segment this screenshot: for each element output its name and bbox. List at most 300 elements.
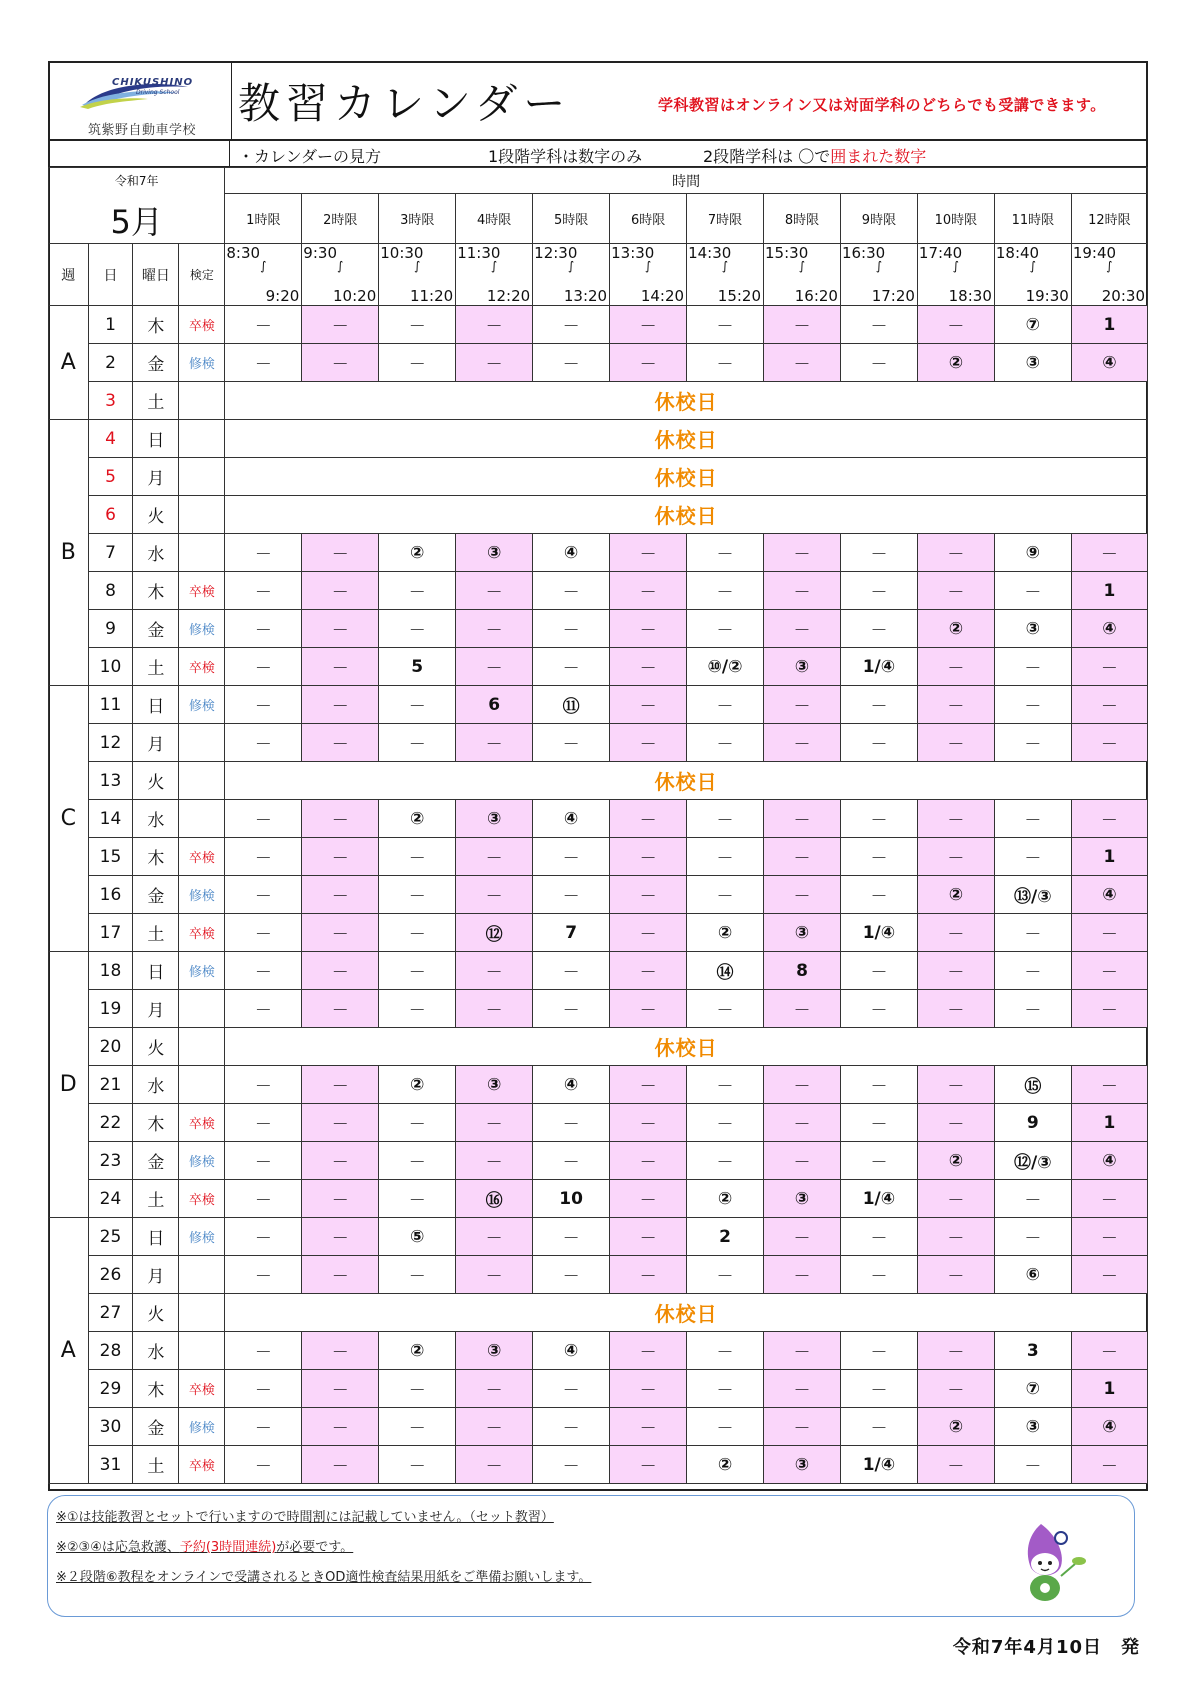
lesson-cell: 1/④ [840,648,917,686]
lesson-cell: － [225,1408,302,1446]
lesson-cell: － [1071,990,1147,1028]
day-number: 22 [88,1104,133,1142]
note-1: ※①は技能教習とセットで行いますので時間割には記載していません。（セット教習） [56,1510,554,1525]
lesson-cell: － [994,952,1071,990]
exam-badge: 修検 [179,876,225,914]
time-start: 11:30 [457,244,501,262]
lesson-cell: － [917,1066,994,1104]
lesson-cell: － [610,952,687,990]
lesson-cell: － [687,1142,764,1180]
lesson-cell: － [764,1256,841,1294]
weekday: 水 [133,1066,179,1104]
time-sep: ∫ [644,259,652,273]
lesson-cell: － [225,952,302,990]
weekday: 土 [133,648,179,686]
day-number: 11 [88,686,133,724]
week-label: D [49,952,89,1218]
lesson-cell: ② [687,1446,764,1484]
lesson-cell: － [533,306,610,344]
lesson-cell: － [302,534,379,572]
day-row [49,838,1148,876]
week-label: A [49,306,89,420]
time-sep: ∫ [875,259,883,273]
exam-badge: 修検 [179,610,225,648]
time-end: 19:30 [1025,287,1069,305]
calendar-table [48,167,1148,1484]
lesson-cell: － [533,1370,610,1408]
time-sep: ∫ [260,259,267,273]
lesson-cell: － [917,1370,994,1408]
day-number: 9 [88,610,133,648]
lesson-cell: － [917,990,994,1028]
lesson-cell: ③ [764,1180,841,1218]
time-sep: ∫ [952,259,960,273]
lesson-cell: ② [917,344,994,382]
period-time [533,244,610,306]
time-sep: ∫ [337,259,344,273]
time-start: 15:30 [765,244,809,262]
lesson-cell: － [610,1332,687,1370]
issue-date: 令和7年4月10日 発 [952,1637,1140,1658]
lesson-cell: － [456,876,533,914]
period-time [917,244,994,306]
lesson-cell: － [379,952,456,990]
lesson-cell: － [610,876,687,914]
day-number: 6 [88,496,133,534]
note-2-highlight: 予約(3時間連続) [179,1540,277,1555]
lesson-cell: － [302,1180,379,1218]
lesson-cell: － [610,572,687,610]
day-row [49,1066,1148,1104]
period-label: 1時限 [225,194,302,244]
lesson-cell: － [225,306,302,344]
lesson-cell: － [533,1142,610,1180]
school-logo [50,63,232,139]
day-row [49,306,1148,344]
lesson-cell: － [610,610,687,648]
lesson-cell: － [533,990,610,1028]
lesson-cell: － [225,610,302,648]
lesson-cell: － [1071,724,1147,762]
closed-day: 休校日 [225,382,1148,420]
lesson-cell: － [456,838,533,876]
week-label: A [49,1218,89,1484]
lesson-cell: － [764,610,841,648]
day-row [49,534,1148,572]
header-row-era [49,168,1148,194]
exam-badge: 卒検 [179,1446,225,1484]
lesson-cell: － [302,838,379,876]
lesson-cell: ③ [764,914,841,952]
lesson-cell: 7 [533,914,610,952]
lesson-cell: 1 [1071,572,1147,610]
lesson-cell: ⑨ [994,534,1071,572]
lesson-cell: － [225,724,302,762]
lesson-cell: － [225,876,302,914]
day-number: 2 [88,344,133,382]
lesson-cell: － [994,686,1071,724]
lesson-cell: － [764,838,841,876]
col-day-header: 日 [88,244,133,306]
lesson-cell: － [302,1066,379,1104]
day-row [49,1180,1148,1218]
weekday: 金 [133,1408,179,1446]
lesson-cell: － [764,306,841,344]
lesson-cell: ④ [533,1332,610,1370]
period-label: 12時限 [1071,194,1147,244]
day-row [49,724,1148,762]
legend-stage2 [703,144,926,167]
day-number: 17 [88,914,133,952]
lesson-cell: － [994,800,1071,838]
day-number: 30 [88,1408,133,1446]
day-row [49,1256,1148,1294]
time-end: 18:30 [948,287,992,305]
time-start: 12:30 [534,244,578,262]
lesson-cell: － [610,686,687,724]
time-row [49,244,1148,306]
time-start: 18:40 [995,244,1040,262]
day-row [49,876,1148,914]
lesson-cell: － [687,344,764,382]
time-end: 9:20 [265,287,300,305]
lesson-cell: － [302,610,379,648]
week-label: C [49,686,89,952]
lesson-cell: 10 [533,1180,610,1218]
lesson-cell: － [764,1408,841,1446]
lesson-cell: ⑭ [687,952,764,990]
lesson-cell: ③ [456,1066,533,1104]
closed-day: 休校日 [225,458,1148,496]
lesson-cell: － [533,952,610,990]
lesson-cell: 2 [687,1218,764,1256]
lesson-cell: － [225,914,302,952]
time-start: 17:40 [918,244,963,262]
lesson-cell: ④ [1071,876,1147,914]
time-sep: ∫ [1106,259,1113,273]
lesson-cell: － [302,914,379,952]
time-end: 11:20 [409,287,454,305]
weekday: 月 [133,724,179,762]
lesson-cell: － [917,1180,994,1218]
day-row [49,648,1148,686]
exam-badge: 修検 [179,952,225,990]
lesson-cell: － [917,1104,994,1142]
note-2-prefix: ※②③④は応急救護、 [56,1540,180,1555]
lesson-cell: － [687,876,764,914]
weekday: 火 [133,496,179,534]
lesson-cell: － [225,838,302,876]
day-number: 19 [88,990,133,1028]
lesson-cell: － [610,306,687,344]
lesson-cell: － [456,306,533,344]
lesson-cell: － [610,1066,687,1104]
exam-badge [179,1028,225,1066]
weekday: 金 [133,610,179,648]
weekday: 木 [133,1370,179,1408]
lesson-cell: － [1071,1446,1147,1484]
weekday: 水 [133,800,179,838]
lesson-cell: － [225,686,302,724]
weekday: 金 [133,344,179,382]
lesson-cell: ④ [533,1066,610,1104]
time-end: 20:30 [1101,287,1145,305]
lesson-cell: ② [687,1180,764,1218]
day-number: 8 [88,572,133,610]
lesson-cell: ⑩/② [687,648,764,686]
day-row [49,1104,1148,1142]
lesson-cell: ② [917,610,994,648]
lesson-cell: － [840,1218,917,1256]
weekday: 金 [133,1142,179,1180]
lesson-cell: － [917,838,994,876]
lesson-cell: － [302,952,379,990]
lesson-cell: － [225,800,302,838]
exam-badge [179,990,225,1028]
lesson-cell: － [302,1370,379,1408]
lesson-cell: － [379,306,456,344]
day-number: 12 [88,724,133,762]
day-number: 5 [88,458,133,496]
lesson-cell: － [917,306,994,344]
day-row [49,1142,1148,1180]
exam-badge [179,496,225,534]
exam-badge [179,1332,225,1370]
mascot-icon [1003,1516,1098,1611]
lesson-cell: － [225,1256,302,1294]
time-end: 17:20 [871,287,915,305]
lesson-cell: ③ [456,1332,533,1370]
period-label: 4時限 [456,194,533,244]
period-time [994,244,1071,306]
lesson-cell: － [610,648,687,686]
lesson-cell: － [379,1180,456,1218]
lesson-cell: 1/④ [840,1180,917,1218]
lesson-cell: － [533,1104,610,1142]
lesson-cell: － [379,1446,456,1484]
lesson-cell: ③ [456,534,533,572]
lesson-cell: ③ [764,1446,841,1484]
weekday: 日 [133,686,179,724]
lesson-cell: 1/④ [840,914,917,952]
lesson-cell: 1 [1071,1104,1147,1142]
era-label: 令和7年 [114,174,159,188]
lesson-cell: － [302,1446,379,1484]
lesson-cell: － [610,724,687,762]
lesson-cell: － [302,724,379,762]
lesson-cell: － [379,838,456,876]
period-time [840,244,917,306]
weekday: 火 [133,1294,179,1332]
lesson-cell: － [994,648,1071,686]
lesson-cell: － [764,1218,841,1256]
lesson-cell: ④ [533,534,610,572]
lesson-cell: － [225,1332,302,1370]
online-notice: 学科教習はオンライン又は対面学科のどちらでも受講できます。 [658,96,1106,114]
day-number: 13 [88,762,133,800]
day-row [49,610,1148,648]
lesson-cell: － [456,1218,533,1256]
lesson-cell: － [687,838,764,876]
day-row [49,914,1148,952]
lesson-cell: － [764,800,841,838]
lesson-cell: － [610,838,687,876]
lesson-cell: － [1071,914,1147,952]
lesson-cell: － [225,1218,302,1256]
lesson-cell: － [379,1142,456,1180]
col-weekday-header: 曜日 [133,244,179,306]
lesson-cell: － [225,1142,302,1180]
day-row [49,952,1148,990]
lesson-cell: － [1071,534,1147,572]
lesson-cell: － [379,572,456,610]
lesson-cell: ③ [994,1408,1071,1446]
lesson-cell: － [764,534,841,572]
day-number: 24 [88,1180,133,1218]
lesson-cell: － [533,1408,610,1446]
lesson-cell: － [840,572,917,610]
lesson-cell: － [610,914,687,952]
lesson-cell: － [994,914,1071,952]
lesson-cell: － [994,724,1071,762]
week-label: B [49,420,89,686]
lesson-cell: － [302,1332,379,1370]
period-time [687,244,764,306]
time-start: 16:30 [841,244,886,262]
day-number: 7 [88,534,133,572]
lesson-cell: ③ [764,648,841,686]
lesson-cell: － [764,686,841,724]
exam-badge [179,382,225,420]
lesson-cell: － [610,1408,687,1446]
lesson-cell: － [456,952,533,990]
lesson-cell: ⑦ [994,306,1071,344]
lesson-cell: － [840,1408,917,1446]
exam-badge [179,762,225,800]
exam-badge [179,420,225,458]
lesson-cell: － [687,610,764,648]
lesson-cell: － [379,876,456,914]
lesson-cell: － [994,1446,1071,1484]
time-start: 19:40 [1072,244,1117,262]
legend-stage1: 1段階学科は数字のみ [488,147,643,166]
time-start: 14:30 [688,244,732,262]
weekday: 水 [133,534,179,572]
time-start: 10:30 [380,244,424,262]
lesson-cell: － [533,610,610,648]
weekday: 火 [133,762,179,800]
day-number: 26 [88,1256,133,1294]
lesson-cell: 3 [994,1332,1071,1370]
lesson-cell: － [302,800,379,838]
lesson-cell: － [225,572,302,610]
lesson-cell: － [610,990,687,1028]
lesson-cell: － [456,724,533,762]
lesson-cell: － [379,686,456,724]
period-label: 6時限 [610,194,687,244]
time-end: 13:20 [563,287,608,305]
lesson-cell: 5 [379,648,456,686]
exam-badge: 卒検 [179,306,225,344]
lesson-cell: － [533,1446,610,1484]
period-label: 8時限 [764,194,841,244]
day-row [49,1370,1148,1408]
exam-badge [179,458,225,496]
lesson-cell: 8 [764,952,841,990]
lesson-cell: － [687,800,764,838]
lesson-cell: － [840,686,917,724]
lesson-cell: － [302,1142,379,1180]
day-number: 27 [88,1294,133,1332]
closed-day: 休校日 [225,420,1148,458]
lesson-cell: － [456,1370,533,1408]
period-label: 9時限 [840,194,917,244]
lesson-cell: ⑬/③ [994,876,1071,914]
period-time [456,244,533,306]
lesson-cell: － [610,1104,687,1142]
lesson-cell: － [533,1256,610,1294]
lesson-cell: － [610,1218,687,1256]
lesson-cell: ⑪ [533,686,610,724]
lesson-cell: － [917,800,994,838]
lesson-cell: － [379,914,456,952]
day-number: 25 [88,1218,133,1256]
lesson-cell: － [994,572,1071,610]
closed-day: 休校日 [225,762,1148,800]
lesson-cell: － [456,344,533,382]
lesson-cell: － [533,572,610,610]
lesson-cell: － [225,1104,302,1142]
lesson-cell: － [687,724,764,762]
time-end: 12:20 [486,287,531,305]
lesson-cell: － [456,610,533,648]
lesson-cell: － [456,1256,533,1294]
time-sep: ∫ [568,259,575,273]
logo-text: CHIKUSHINO [112,77,194,88]
period-time [610,244,687,306]
day-number: 14 [88,800,133,838]
lesson-cell: － [840,1066,917,1104]
lesson-cell: － [302,1104,379,1142]
weekday: 土 [133,1446,179,1484]
lesson-cell: － [764,1104,841,1142]
lesson-cell: － [533,838,610,876]
lesson-cell: ⑫ [456,914,533,952]
lesson-cell: － [533,1218,610,1256]
lesson-cell: － [687,990,764,1028]
weekday: 木 [133,572,179,610]
lesson-cell: － [840,534,917,572]
legend-stage2-highlight: 囲まれた数字 [830,147,927,166]
lesson-cell: － [840,1332,917,1370]
lesson-cell: － [1071,1218,1147,1256]
lesson-cell: － [225,1370,302,1408]
lesson-cell: － [687,1408,764,1446]
lesson-cell: － [917,534,994,572]
lesson-cell: － [840,876,917,914]
lesson-cell: － [610,534,687,572]
lesson-cell: － [302,306,379,344]
lesson-cell: 1 [1071,306,1147,344]
lesson-cell: － [225,534,302,572]
day-number: 18 [88,952,133,990]
day-row [49,800,1148,838]
lesson-cell: ③ [994,610,1071,648]
exam-badge: 卒検 [179,572,225,610]
col-kentei-header: 検定 [179,244,225,306]
exam-badge [179,800,225,838]
exam-badge: 修検 [179,1142,225,1180]
